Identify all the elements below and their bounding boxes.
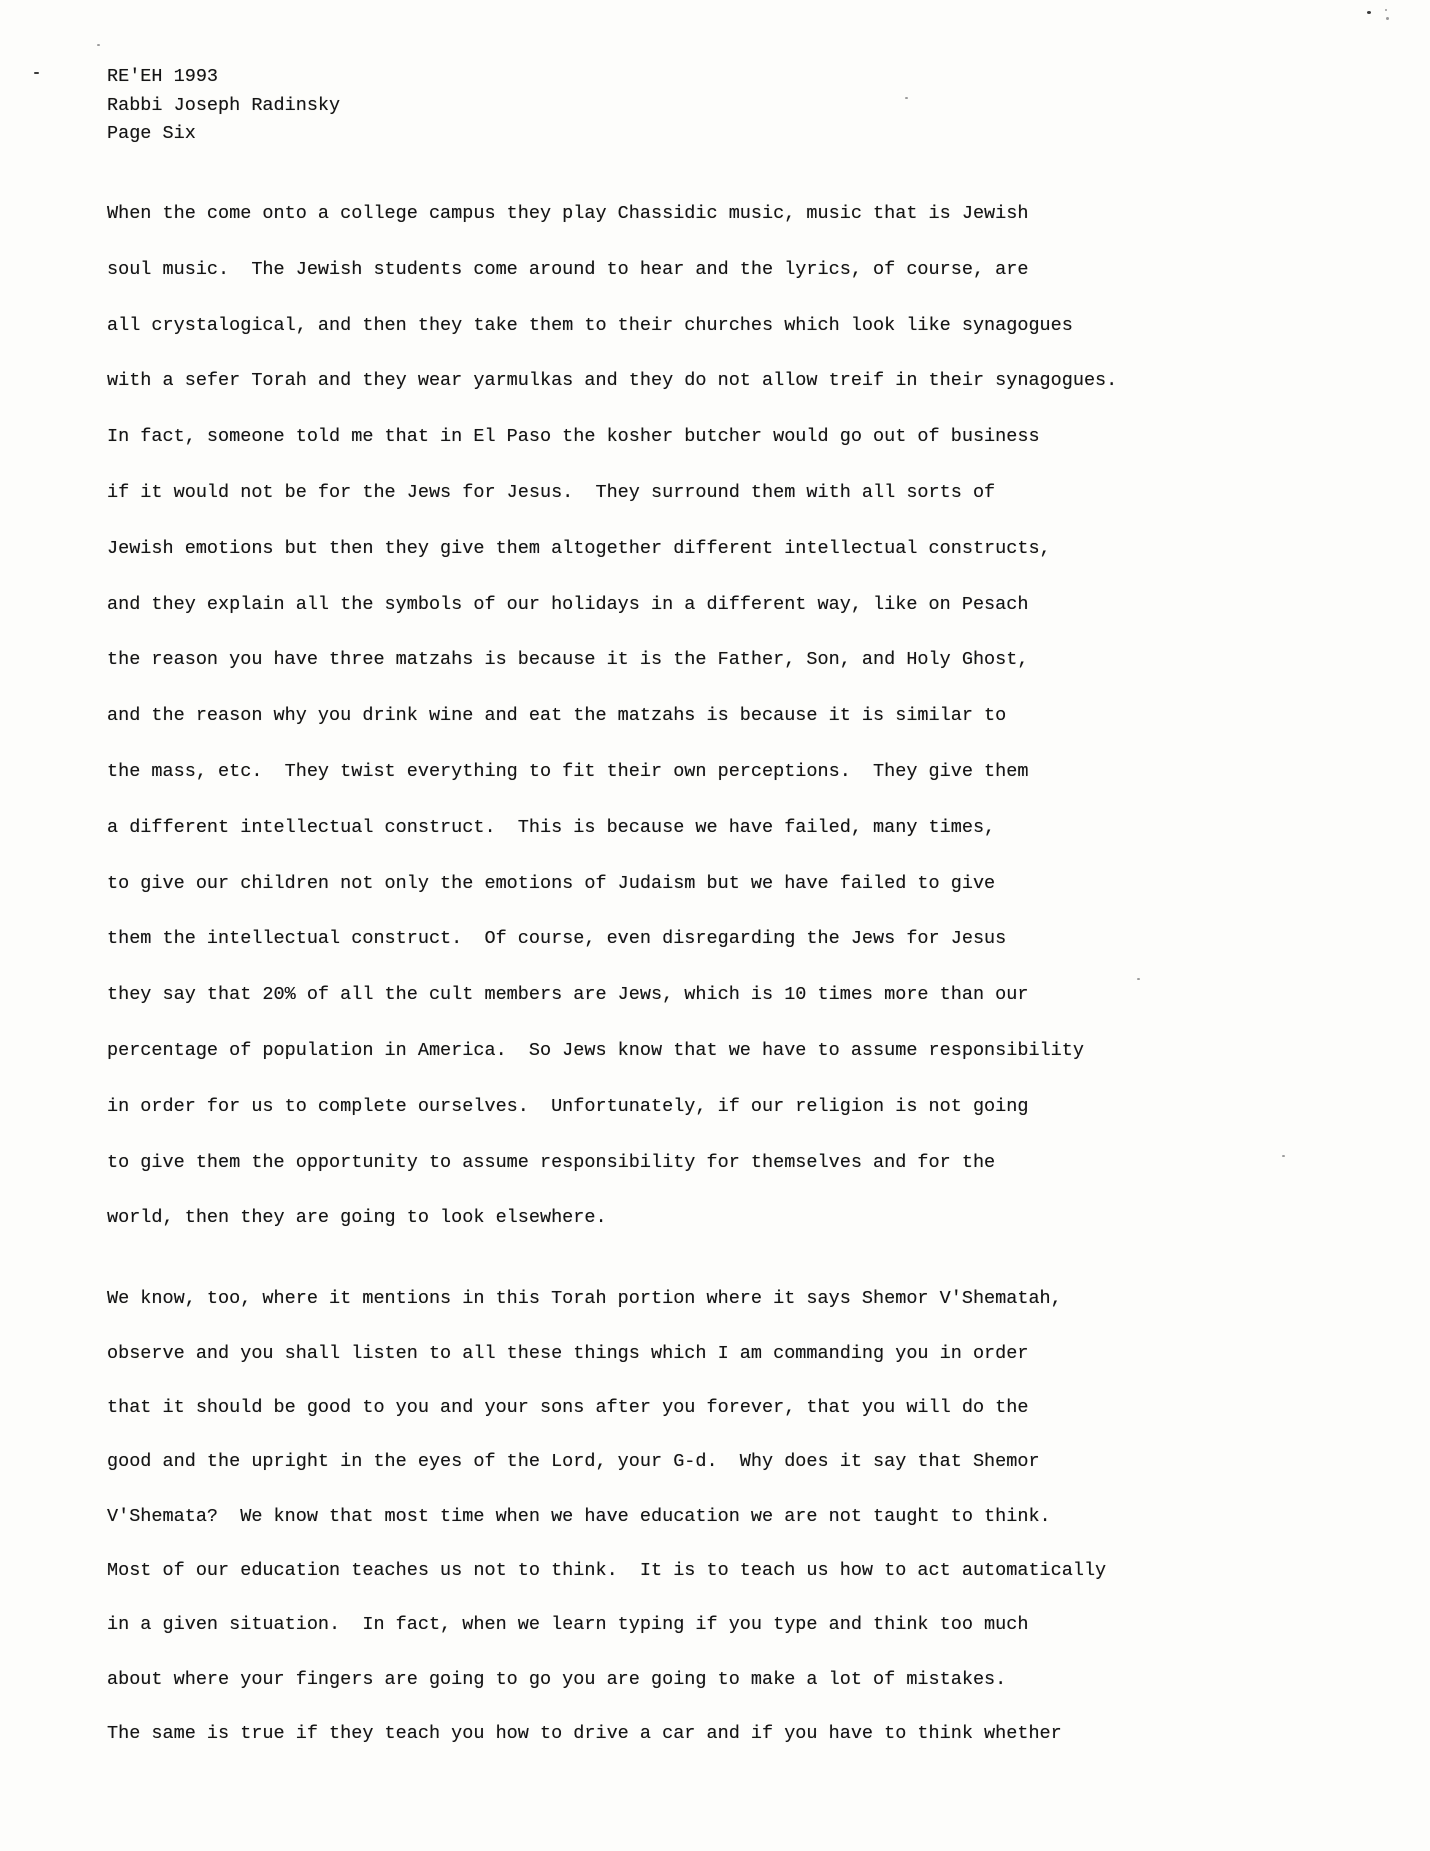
document-body — [107, 186, 1407, 1762]
text-line: soul music. The Jewish students come around to hear and the lyrics, of course, are — [107, 258, 1029, 280]
text-line: that it should be good to you and your sons after you forever, that you will do the — [107, 1396, 1029, 1418]
document-author: Rabbi Joseph Radinsky — [107, 94, 341, 116]
text-line: about where your fingers are going to go you are going to make a lot of mistakes. — [107, 1668, 1007, 1690]
scan-artifact — [97, 44, 100, 46]
scan-artifact — [1367, 11, 1371, 14]
text-line: V'Shemata? We know that most time when we have education we are not taught to think. — [107, 1505, 1051, 1527]
scan-artifact — [1385, 9, 1387, 11]
text-line: The same is true if they teach you how to drive a car and if you have to think whether — [107, 1723, 1062, 1745]
text-line: them the intellectual construct. Of course, even disregarding the Jews for Jesus — [107, 928, 1007, 950]
text-line: good and the upright in the eyes of the Lord, your G-d. Why does it say that Shemor — [107, 1451, 1040, 1473]
text-line: When the come onto a college campus they play Chassidic music, music that is Jewish — [107, 203, 1029, 224]
text-line: in a given situation. In fact, when we learn typing if you type and think too much — [107, 1614, 1029, 1636]
paragraph — [107, 186, 1407, 1246]
text-line: world, then they are going to look elsewhere. — [107, 1207, 607, 1229]
scan-artifact — [1386, 17, 1389, 20]
text-line: with a sefer Torah and they wear yarmulkas and they do not allow treif in their synagogues. — [107, 370, 1118, 392]
page-number-label: Page Six — [107, 123, 196, 144]
text-line: In fact, someone told me that in El Paso the kosher butcher would go out of business — [107, 426, 1040, 448]
scan-artifact — [905, 97, 908, 99]
text-line: if it would not be for the Jews for Jesus. They surround them with all sorts of — [107, 481, 996, 503]
text-line: in order for us to complete ourselves. Unfortunately, if our religion is not going — [107, 1095, 1029, 1117]
text-line: to give them the opportunity to assume responsibility for themselves and for the — [107, 1151, 996, 1173]
document-title: RE'EH 1993 — [107, 66, 219, 87]
text-line: We know, too, where it mentions in this Torah portion where it says Shemor V'Shematah, — [107, 1288, 1062, 1310]
text-line: to give our children not only the emotions of Judaism but we have failed to give — [107, 872, 996, 894]
document-header — [107, 63, 340, 149]
text-line: Most of our education teaches us not to think. It is to teach us how to act automatically — [107, 1560, 1107, 1582]
text-line: a different intellectual construct. This is because we have failed, many times, — [107, 816, 996, 838]
text-line: the mass, etc. They twist everything to fit their own perceptions. They give them — [107, 760, 1029, 782]
scan-artifact — [34, 72, 39, 74]
text-line: and they explain all the symbols of our holidays in a different way, like on Pesach — [107, 593, 1029, 615]
text-line: percentage of population in America. So Jews know that we have to assume responsibility — [107, 1039, 1084, 1061]
text-line: they say that 20% of all the cult members are Jews, which is 10 times more than our — [107, 984, 1029, 1006]
text-line: and the reason why you drink wine and eat the matzahs is because it is similar to — [107, 705, 1007, 727]
text-line: observe and you shall listen to all these things which I am commanding you in order — [107, 1342, 1029, 1364]
text-line: Jewish emotions but then they give them altogether different intellectual constructs, — [107, 537, 1051, 559]
text-line: all crystalogical, and then they take them to their churches which look like synagogues — [107, 314, 1073, 336]
text-line: the reason you have three matzahs is because it is the Father, Son, and Holy Ghost, — [107, 649, 1029, 671]
paragraph — [107, 1272, 1407, 1762]
